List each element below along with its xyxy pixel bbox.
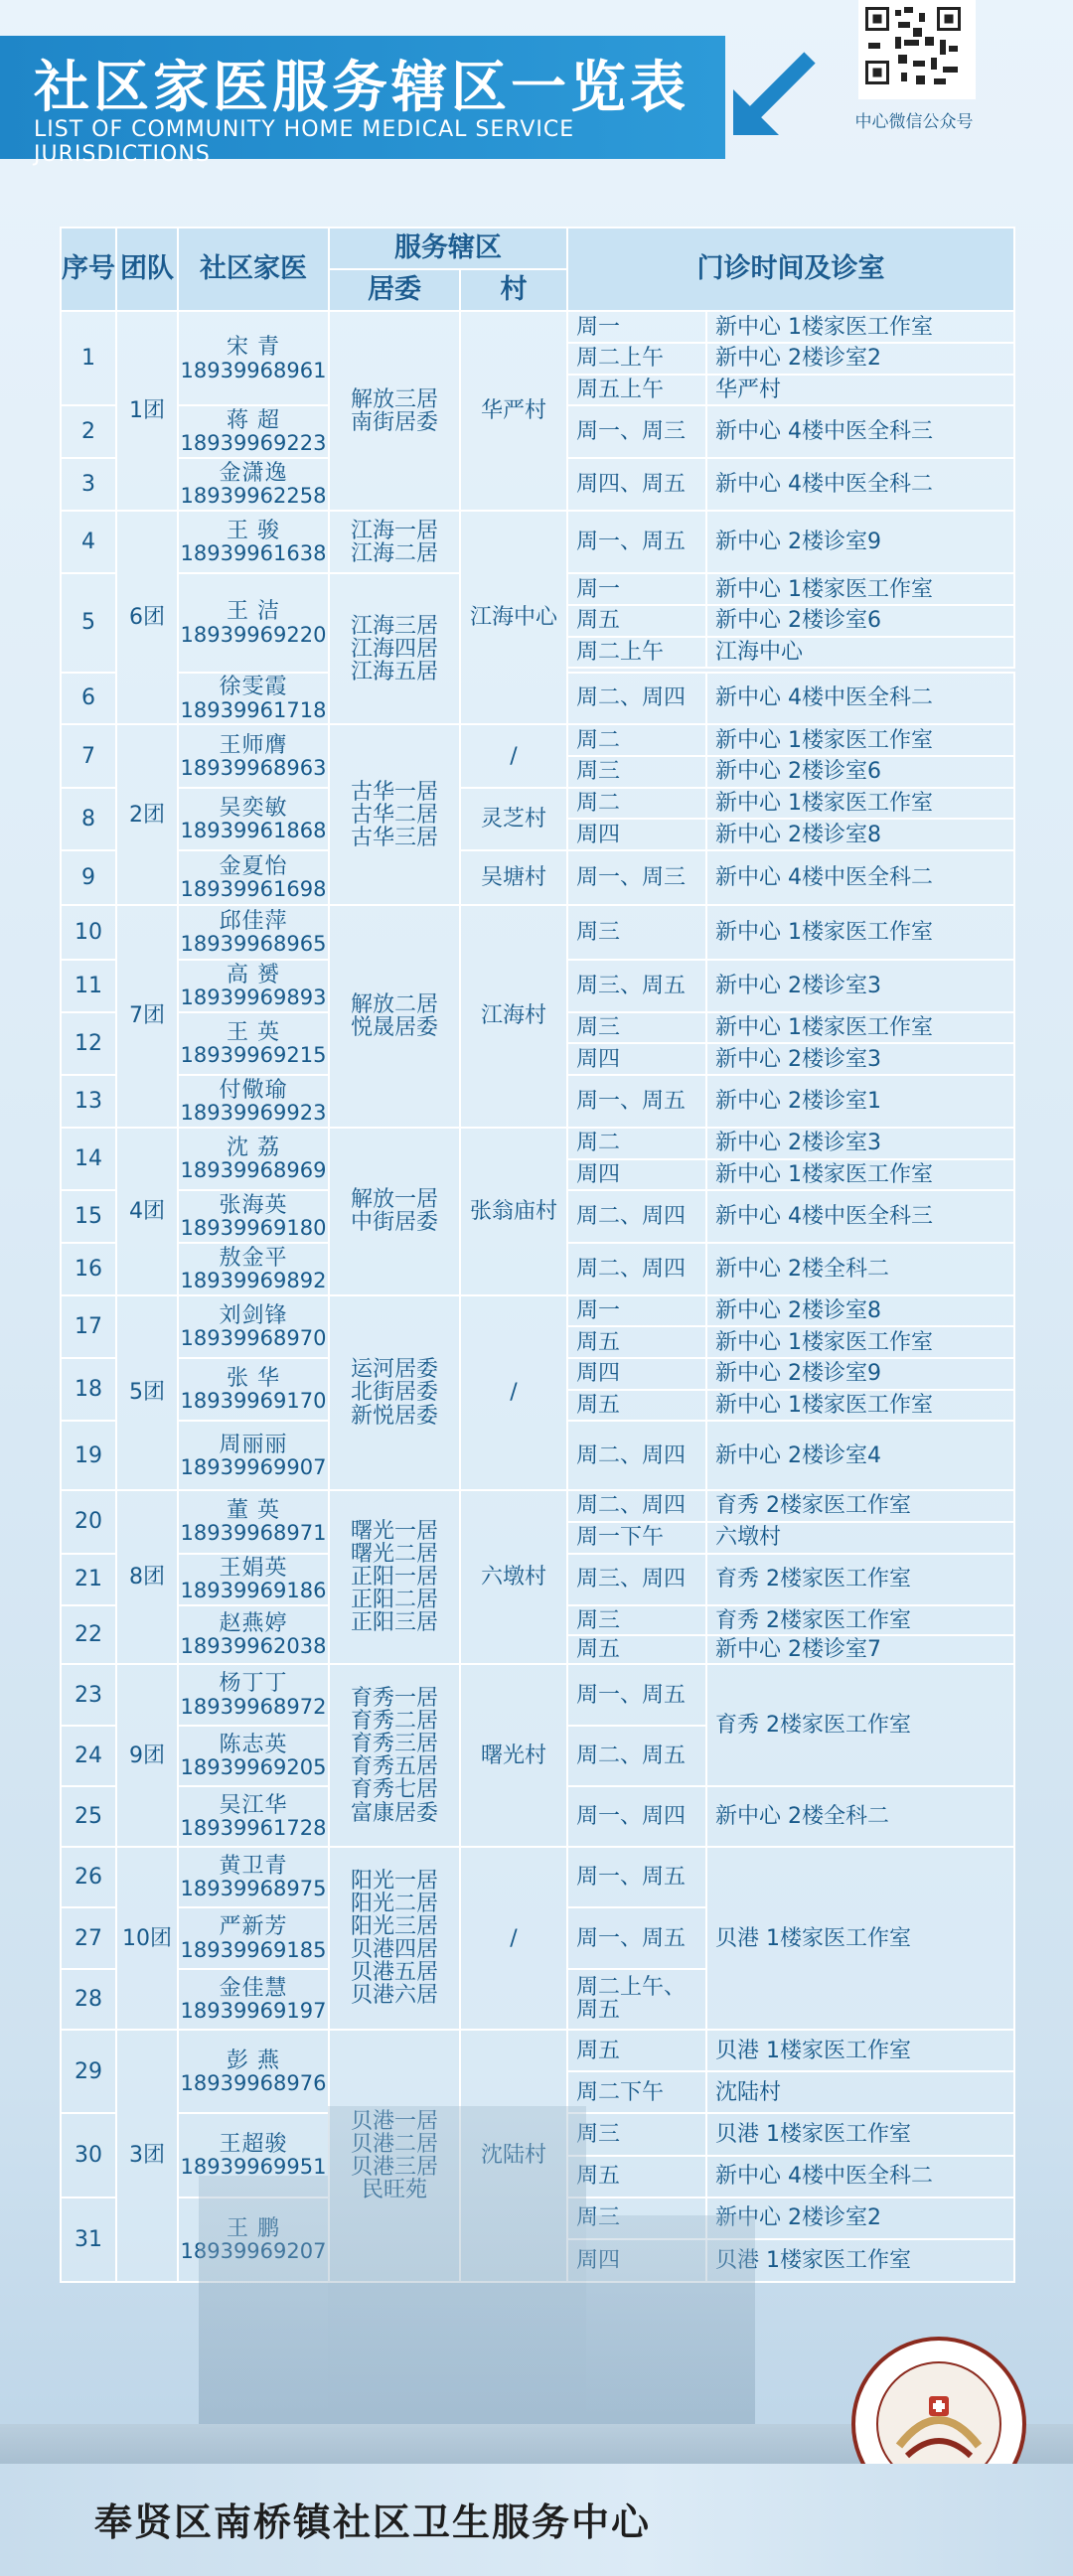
team-label: 2团 xyxy=(116,724,178,905)
doctor-name: 金夏怡 xyxy=(219,853,288,879)
team-label: 9团 xyxy=(116,1664,178,1847)
clinic-room: 新中心 1楼家医工作室 xyxy=(706,788,1014,820)
clinic-time: 周一、周四 xyxy=(567,1786,706,1847)
clinic-room: 新中心 4楼中医全科二 xyxy=(706,850,1014,905)
doctor-cell xyxy=(178,1490,329,1553)
doctor-name: 高 赟 xyxy=(227,962,280,987)
header-clinic: 门诊时间及诊室 xyxy=(567,227,1014,311)
row-number: 29 xyxy=(61,2030,116,2113)
header-team: 团队 xyxy=(116,227,178,311)
doctor-name: 吴奕敏 xyxy=(219,795,288,821)
clinic-room: 新中心 2楼诊室8 xyxy=(706,1295,1014,1327)
header-committee: 居委 xyxy=(329,269,460,311)
doctor-phone[interactable]: 18939969170 xyxy=(180,1389,327,1414)
doctor-cell xyxy=(178,1847,329,1907)
doctor-phone[interactable]: 18939961638 xyxy=(180,541,327,566)
qr-caption: 中心微信公众号 xyxy=(854,112,974,132)
clinic-time: 周三 xyxy=(567,1605,706,1635)
row-number: 7 xyxy=(61,724,116,787)
clinic-time: 周三、周四 xyxy=(567,1554,706,1606)
header-village: 村 xyxy=(460,269,567,311)
doctor-cell xyxy=(178,2030,329,2113)
clinic-time: 周一、周五 xyxy=(567,1907,706,1968)
team-label: 5团 xyxy=(116,1295,178,1490)
clinic-room: 新中心 2楼诊室2 xyxy=(706,2197,1014,2239)
committee-cell: 育秀一居 育秀二居 育秀三居 育秀五居 育秀七居 富康居委 xyxy=(329,1664,460,1847)
header-doctor: 社区家医 xyxy=(178,227,329,311)
page-title: 社区家医服务辖区一览表 xyxy=(34,56,690,120)
clinic-time: 周二 xyxy=(567,1128,706,1159)
clinic-time: 周四 xyxy=(567,1159,706,1191)
clinic-time: 周一、周五 xyxy=(567,1075,706,1128)
clinic-room: 新中心 2楼诊室3 xyxy=(706,960,1014,1012)
doctor-phone[interactable]: 18939969185 xyxy=(180,1937,327,1962)
team-label: 1团 xyxy=(116,311,178,511)
doctor-phone[interactable]: 18939968965 xyxy=(180,931,327,956)
doctor-cell xyxy=(178,788,329,850)
team-label: 3团 xyxy=(116,2030,178,2282)
clinic-room: 育秀 2楼家医工作室 xyxy=(706,1554,1014,1606)
doctor-phone[interactable]: 18939968975 xyxy=(180,1877,327,1901)
team-label: 7团 xyxy=(116,905,178,1128)
committee-cell: 江海一居 江海二居 xyxy=(329,511,460,573)
row-number: 5 xyxy=(61,573,116,672)
doctor-name: 张 华 xyxy=(227,1366,280,1392)
row-number: 8 xyxy=(61,788,116,850)
clinic-time: 周四 xyxy=(567,819,706,850)
clinic-time: 周二、周四 xyxy=(567,1421,706,1490)
doctor-phone[interactable]: 18939969907 xyxy=(180,1454,327,1479)
doctor-cell xyxy=(178,1421,329,1490)
doctor-phone[interactable]: 18939968961 xyxy=(180,358,327,382)
doctor-phone[interactable]: 18939961698 xyxy=(180,877,327,902)
clinic-room: 育秀 2楼家医工作室 xyxy=(706,1605,1014,1635)
clinic-room: 贝港 1楼家医工作室 xyxy=(706,1847,1014,2030)
qr-code-icon[interactable] xyxy=(858,0,976,99)
clinic-room: 育秀 2楼家医工作室 xyxy=(706,1664,1014,1786)
village-cell: / xyxy=(460,1295,567,1490)
clinic-time: 周一下午 xyxy=(567,1522,706,1554)
doctor-name: 王超骏 xyxy=(219,2132,288,2158)
clinic-room: 六墩村 xyxy=(706,1522,1014,1554)
doctor-phone[interactable]: 18939969923 xyxy=(180,1100,327,1125)
clinic-time: 周四、周五 xyxy=(567,458,706,511)
committee-cell: 运河居委 北街居委 新悦居委 xyxy=(329,1295,460,1490)
clinic-time: 周一、周五 xyxy=(567,1847,706,1907)
clinic-time: 周二 xyxy=(567,788,706,820)
doctor-name: 彭 燕 xyxy=(227,2047,280,2073)
doctor-phone[interactable]: 18939962258 xyxy=(180,484,327,509)
village-cell: 沈陆村 xyxy=(460,2030,567,2282)
doctor-phone[interactable]: 18939969197 xyxy=(180,1998,327,2023)
doctor-cell xyxy=(178,1969,329,2030)
doctor-name: 黄卫青 xyxy=(219,1854,288,1880)
clinic-room: 新中心 2楼诊室2 xyxy=(706,343,1014,375)
doctor-name: 宋 青 xyxy=(227,335,280,361)
village-cell: 曙光村 xyxy=(460,1664,567,1847)
row-number: 30 xyxy=(61,2113,116,2197)
doctor-phone[interactable]: 18939969951 xyxy=(180,2155,327,2180)
doctor-phone[interactable]: 18939968969 xyxy=(180,1158,327,1183)
clinic-time: 周一、周五 xyxy=(567,511,706,573)
row-number: 11 xyxy=(61,960,116,1012)
center-name: 奉贤区南桥镇社区卫生服务中心 xyxy=(94,2500,652,2544)
clinic-room: 新中心 4楼中医全科二 xyxy=(706,2156,1014,2197)
header-jurisdiction: 服务辖区 xyxy=(329,227,567,269)
row-number: 2 xyxy=(61,405,116,458)
clinic-time: 周二、周四 xyxy=(567,1190,706,1243)
clinic-room: 新中心 2楼诊室1 xyxy=(706,1075,1014,1128)
row-number: 27 xyxy=(61,1907,116,1968)
clinic-room: 新中心 2楼诊室6 xyxy=(706,756,1014,788)
row-number: 20 xyxy=(61,1490,116,1553)
clinic-room: 新中心 2楼诊室8 xyxy=(706,819,1014,850)
row-number: 15 xyxy=(61,1190,116,1243)
row-number: 24 xyxy=(61,1726,116,1786)
row-number: 12 xyxy=(61,1012,116,1075)
doctor-cell xyxy=(178,1907,329,1968)
committee-cell: 贝港一居 贝港二居 贝港三居 民旺苑 xyxy=(329,2030,460,2282)
clinic-time: 周五 xyxy=(567,1390,706,1422)
clinic-room: 新中心 4楼中医全科三 xyxy=(706,405,1014,458)
clinic-time: 周二、周四 xyxy=(567,673,706,725)
village-cell: 灵芝村 xyxy=(460,788,567,850)
doctor-phone[interactable]: 18939961718 xyxy=(180,697,327,722)
jurisdiction-table xyxy=(60,227,1015,2283)
doctor-name: 刘剑锋 xyxy=(219,1302,288,1328)
doctor-phone[interactable]: 18939969207 xyxy=(180,2238,327,2263)
clinic-time: 周三 xyxy=(567,2197,706,2239)
clinic-room: 育秀 2楼家医工作室 xyxy=(706,1490,1014,1522)
doctor-name: 杨丁丁 xyxy=(219,1671,288,1697)
doctor-cell xyxy=(178,1786,329,1847)
clinic-time: 周五 xyxy=(567,2030,706,2071)
clinic-room: 新中心 1楼家医工作室 xyxy=(706,1326,1014,1358)
clinic-room: 新中心 2楼诊室3 xyxy=(706,1043,1014,1075)
committee-cell: 解放三居 南街居委 xyxy=(329,311,460,511)
clinic-time: 周一、周五 xyxy=(567,1664,706,1725)
row-number: 31 xyxy=(61,2197,116,2282)
row-number: 9 xyxy=(61,850,116,905)
doctor-name: 张海英 xyxy=(219,1193,288,1219)
building-illustration xyxy=(199,2176,328,2424)
clinic-room: 新中心 4楼中医全科二 xyxy=(706,458,1014,511)
row-number: 3 xyxy=(61,458,116,511)
doctor-cell xyxy=(178,405,329,458)
doctor-cell xyxy=(178,1243,329,1295)
clinic-time: 周五 xyxy=(567,1635,706,1665)
doctor-name: 王 洁 xyxy=(227,599,280,625)
doctor-name: 周丽丽 xyxy=(219,1432,288,1457)
clinic-room: 新中心 1楼家医工作室 xyxy=(706,905,1014,960)
doctor-name: 王 英 xyxy=(227,1019,280,1045)
page-subtitle: LIST OF COMMUNITY HOME MEDICAL SERVICE JURISDICTIONS xyxy=(34,117,575,167)
doctor-phone[interactable]: 18939969223 xyxy=(180,431,327,456)
doctor-name: 王师膺 xyxy=(219,732,288,758)
village-cell: 江海村 xyxy=(460,905,567,1128)
row-number: 4 xyxy=(61,511,116,573)
clinic-room: 新中心 1楼家医工作室 xyxy=(706,1390,1014,1422)
doctor-cell xyxy=(178,1190,329,1243)
doctor-name: 严新芳 xyxy=(219,1914,288,1940)
doctor-cell xyxy=(178,673,329,725)
doctor-cell xyxy=(178,905,329,960)
doctor-cell xyxy=(178,1605,329,1664)
doctor-phone[interactable]: 18939968971 xyxy=(180,1521,327,1546)
clinic-time: 周三 xyxy=(567,756,706,788)
doctor-cell xyxy=(178,1554,329,1606)
clinic-room: 贝港 1楼家医工作室 xyxy=(706,2239,1014,2282)
doctor-cell xyxy=(178,511,329,573)
clinic-room: 新中心 2楼全科二 xyxy=(706,1243,1014,1295)
doctor-name: 蒋 超 xyxy=(227,408,280,434)
row-number: 22 xyxy=(61,1605,116,1664)
clinic-time: 周一 xyxy=(567,573,706,605)
clinic-time: 周二、周四 xyxy=(567,1490,706,1522)
clinic-room: 新中心 2楼诊室9 xyxy=(706,511,1014,573)
row-number: 6 xyxy=(61,673,116,725)
doctor-name: 金潇逸 xyxy=(219,461,288,487)
doctor-cell xyxy=(178,573,329,672)
doctor-cell xyxy=(178,1295,329,1358)
doctor-phone[interactable]: 18939968970 xyxy=(180,1325,327,1350)
doctor-phone[interactable]: 18939969186 xyxy=(180,1579,327,1603)
committee-cell: 曙光一居 曙光二居 正阳一居 正阳二居 正阳三居 xyxy=(329,1490,460,1664)
doctor-phone[interactable]: 18939969180 xyxy=(180,1216,327,1241)
title-banner xyxy=(0,36,725,167)
clinic-time: 周一 xyxy=(567,311,706,343)
clinic-time: 周五 xyxy=(567,2156,706,2197)
clinic-time: 周三、周五 xyxy=(567,960,706,1012)
row-number: 13 xyxy=(61,1075,116,1128)
clinic-time: 周四 xyxy=(567,2239,706,2282)
doctor-phone[interactable]: 18939969893 xyxy=(180,985,327,1009)
clinic-time: 周三 xyxy=(567,905,706,960)
doctor-name: 王 鹏 xyxy=(227,2215,280,2241)
row-number: 19 xyxy=(61,1421,116,1490)
village-cell: 吴塘村 xyxy=(460,850,567,905)
clinic-room: 新中心 4楼中医全科二 xyxy=(706,673,1014,725)
doctor-cell xyxy=(178,1664,329,1725)
building-illustration xyxy=(328,2106,586,2424)
doctor-name: 徐雯霞 xyxy=(219,675,288,700)
clinic-time: 周三 xyxy=(567,1012,706,1044)
clinic-room: 新中心 2楼诊室9 xyxy=(706,1358,1014,1390)
doctor-cell xyxy=(178,724,329,787)
doctor-name: 吴江华 xyxy=(219,1792,288,1818)
committee-cell: 解放一居 中街居委 xyxy=(329,1128,460,1295)
row-number: 21 xyxy=(61,1554,116,1606)
village-cell: 江海中心 xyxy=(460,511,567,724)
doctor-phone[interactable]: 18939961728 xyxy=(180,1816,327,1841)
row-number: 10 xyxy=(61,905,116,960)
clinic-time: 周五上午 xyxy=(567,375,706,406)
clinic-room: 贝港 1楼家医工作室 xyxy=(706,2113,1014,2155)
row-number: 1 xyxy=(61,311,116,405)
committee-cell: 江海三居 江海四居 江海五居 xyxy=(329,573,460,724)
doctor-name: 邱佳萍 xyxy=(219,908,288,934)
team-label: 4团 xyxy=(116,1128,178,1295)
doctor-name: 董 英 xyxy=(227,1498,280,1524)
doctor-cell xyxy=(178,311,329,405)
arrow-down-left-icon xyxy=(715,40,825,159)
clinic-room: 华严村 xyxy=(706,375,1014,406)
row-number: 28 xyxy=(61,1969,116,2030)
doctor-cell xyxy=(178,1128,329,1190)
doctor-cell xyxy=(178,850,329,905)
clinic-time: 周五 xyxy=(567,605,706,637)
doctor-cell xyxy=(178,1075,329,1128)
doctor-phone[interactable]: 18939969205 xyxy=(180,1754,327,1779)
doctor-name: 金佳慧 xyxy=(219,1975,288,2001)
building-illustration xyxy=(586,2215,755,2424)
clinic-time: 周四 xyxy=(567,1358,706,1390)
clinic-room: 新中心 1楼家医工作室 xyxy=(706,311,1014,343)
doctor-phone[interactable]: 18939968963 xyxy=(180,755,327,780)
committee-cell: 阳光一居 阳光二居 阳光三居 贝港四居 贝港五居 贝港六居 xyxy=(329,1847,460,2030)
clinic-room: 新中心 1楼家医工作室 xyxy=(706,1012,1014,1044)
doctor-name: 敖金平 xyxy=(219,1245,288,1271)
row-number: 14 xyxy=(61,1128,116,1190)
row-number: 17 xyxy=(61,1295,116,1358)
clinic-room: 江海中心 xyxy=(706,637,1014,669)
team-label: 10团 xyxy=(116,1847,178,2030)
doctor-cell xyxy=(178,1358,329,1421)
clinic-room: 贝港 1楼家医工作室 xyxy=(706,2030,1014,2071)
doctor-name: 王 骏 xyxy=(227,519,280,544)
clinic-room: 新中心 1楼家医工作室 xyxy=(706,573,1014,605)
clinic-time: 周三 xyxy=(567,2113,706,2155)
doctor-name: 陈志英 xyxy=(219,1732,288,1757)
doctor-name: 付儆瑜 xyxy=(219,1077,288,1103)
team-label: 8团 xyxy=(116,1490,178,1664)
doctor-phone[interactable]: 18939961868 xyxy=(180,818,327,842)
clinic-time: 周一 xyxy=(567,1295,706,1327)
clinic-room: 新中心 2楼全科二 xyxy=(706,1786,1014,1847)
doctor-cell xyxy=(178,960,329,1012)
doctor-cell xyxy=(178,1726,329,1786)
clinic-time: 周一、周三 xyxy=(567,850,706,905)
doctor-phone[interactable]: 18939969892 xyxy=(180,1268,327,1292)
clinic-room: 新中心 2楼诊室4 xyxy=(706,1421,1014,1490)
row-number: 16 xyxy=(61,1243,116,1295)
clinic-room: 新中心 1楼家医工作室 xyxy=(706,724,1014,756)
clinic-room: 新中心 2楼诊室3 xyxy=(706,1128,1014,1159)
team-label: 6团 xyxy=(116,511,178,724)
village-cell: 华严村 xyxy=(460,311,567,511)
committee-cell: 古华一居 古华二居 古华三居 xyxy=(329,724,460,905)
clinic-time: 周一、周三 xyxy=(567,405,706,458)
clinic-time: 周二、周五 xyxy=(567,1726,706,1786)
committee-cell: 解放二居 悦晟居委 xyxy=(329,905,460,1128)
doctor-phone[interactable]: 18939962038 xyxy=(180,1634,327,1659)
clinic-room: 新中心 4楼中医全科三 xyxy=(706,1190,1014,1243)
clinic-room: 新中心 1楼家医工作室 xyxy=(706,1159,1014,1191)
clinic-time: 周五 xyxy=(567,1326,706,1358)
doctor-phone[interactable]: 18939969220 xyxy=(180,622,327,647)
clinic-room: 沈陆村 xyxy=(706,2071,1014,2113)
clinic-time: 周四 xyxy=(567,1043,706,1075)
clinic-time: 周二上午 xyxy=(567,343,706,375)
row-number: 25 xyxy=(61,1786,116,1847)
doctor-phone[interactable]: 18939968976 xyxy=(180,2070,327,2095)
doctor-name: 王娟英 xyxy=(219,1556,288,1582)
header-no: 序号 xyxy=(61,227,116,311)
clinic-time: 周二上午 xyxy=(567,637,706,669)
doctor-cell xyxy=(178,1012,329,1075)
village-cell: / xyxy=(460,724,567,787)
doctor-name: 沈 荔 xyxy=(227,1135,280,1160)
doctor-name: 赵燕婷 xyxy=(219,1611,288,1637)
clinic-room: 新中心 2楼诊室7 xyxy=(706,1635,1014,1665)
doctor-cell xyxy=(178,458,329,511)
village-cell: 张翁庙村 xyxy=(460,1128,567,1295)
clinic-time: 周二 xyxy=(567,724,706,756)
village-cell: / xyxy=(460,1847,567,2030)
clinic-time: 周二下午 xyxy=(567,2071,706,2113)
doctor-phone[interactable]: 18939969215 xyxy=(180,1042,327,1067)
clinic-time: 周二、周四 xyxy=(567,1243,706,1295)
village-cell: 六墩村 xyxy=(460,1490,567,1664)
clinic-time: 周二上午、 周五 xyxy=(567,1969,706,2030)
row-number: 23 xyxy=(61,1664,116,1725)
row-number: 18 xyxy=(61,1358,116,1421)
row-number: 26 xyxy=(61,1847,116,1907)
clinic-room: 新中心 2楼诊室6 xyxy=(706,605,1014,637)
doctor-phone[interactable]: 18939968972 xyxy=(180,1694,327,1719)
